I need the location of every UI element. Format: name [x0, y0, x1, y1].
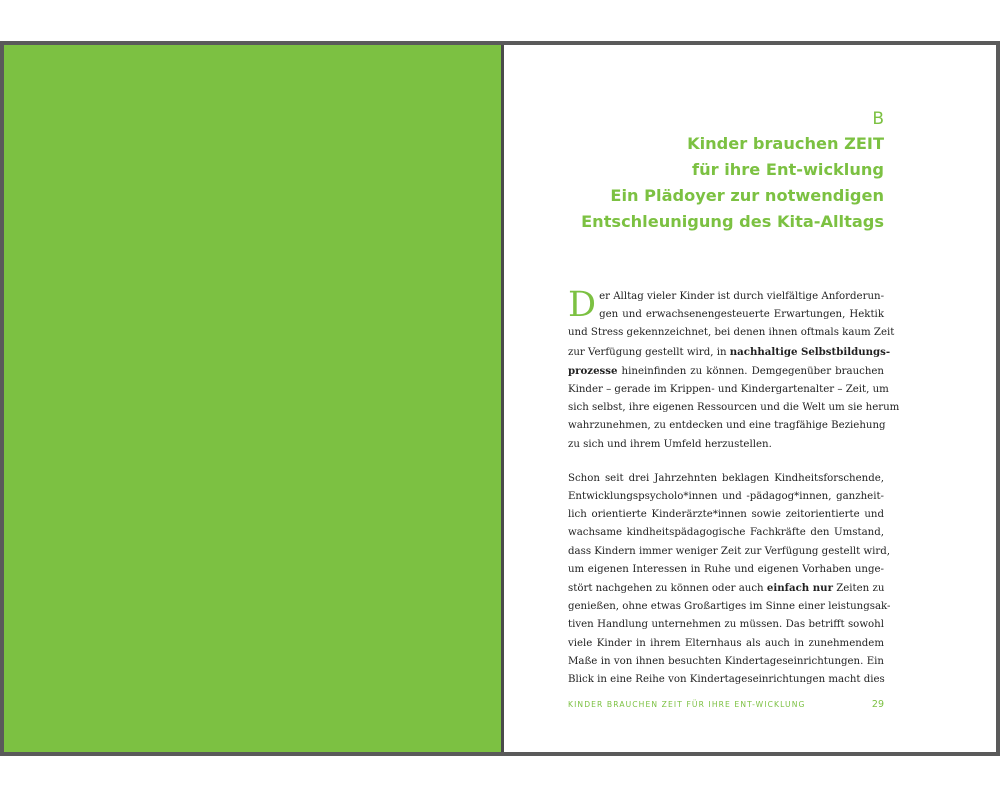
text-line: dass Kindern immer weniger Zeit zur Verfügung gestellt wird, [568, 545, 891, 557]
text-line: und Stress gekennzeichnet, bei denen ihnen oftmals kaum Zeit [568, 327, 895, 339]
page-number: 29 [871, 699, 884, 710]
text-segment: stört nachgehen zu können oder auch [568, 583, 767, 595]
text-segment: hineinfinden zu können. Demgegenüber brauchen [617, 365, 884, 377]
chapter-title [464, 131, 884, 235]
chapter-title-line: Kinder brauchen ZEIT [687, 134, 884, 153]
chapter-letter: B [872, 109, 884, 129]
chapter-title-line: Ein Plädoyer zur notwendigen [610, 186, 884, 205]
text-line: wachsame kindheitspädagogische Fachkräfte den Umstand, [568, 527, 884, 539]
body-text [568, 285, 900, 689]
bold-phrase: nachhaltige Selbstbildungs- [729, 345, 891, 358]
text-line: lich orientierte Kinderärzte*innen sowie zeitorientierte und [568, 509, 884, 521]
text-line: um eigenen Interessen in Ruhe und eigenen Vorhaben unge- [568, 563, 884, 575]
text-line: Maße in von ihnen besuchten Kindertageseinrichtungen. Ein [568, 655, 884, 667]
text-segment: Zeiten zu [832, 583, 885, 595]
text-line: er Alltag vieler Kinder ist durch vielfältige Anforderun- [599, 291, 885, 302]
text-line [568, 343, 891, 362]
text-segment: zur Verfügung gestellt wird, in [568, 346, 730, 358]
text-line [568, 579, 884, 598]
text-line: viele Kinder in ihrem Elternhaus als auch in zunehmendem [568, 637, 884, 649]
text-line: tiven Handlung unternehmen zu müssen. Das betrifft sowohl [568, 619, 884, 631]
running-head: KINDER BRAUCHEN ZEIT FÜR IHRE ENT-WICKLUNG [568, 700, 806, 709]
text-line: Entwicklungspsycholo*innen und -pädagog*innen, ganzheit- [568, 491, 884, 503]
paragraph-2 [568, 470, 891, 689]
left-page-green [4, 45, 501, 752]
chapter-title-line: für ihre Ent-wicklung [692, 160, 884, 179]
bold-phrase: prozesse [568, 364, 618, 377]
text-line: zu sich und ihrem Umfeld herzustellen. [568, 438, 772, 450]
drop-cap: D [568, 285, 597, 325]
right-page [504, 45, 996, 752]
text-line: wahrzunehmen, zu entdecken und eine tragfähige Beziehung [568, 420, 886, 432]
text-line: Kinder – gerade im Krippen- und Kindergartenalter – Zeit, um [568, 384, 889, 396]
text-line: Schon seit drei Jahrzehnten beklagen Kindheitsforschende, [568, 472, 884, 484]
text-line: gen und erwachsenengesteuerte Erwartungen, Hektik [599, 309, 884, 321]
text-line: sich selbst, ihre eigenen Ressourcen und die Welt um sie herum [568, 402, 900, 414]
chapter-title-line: Entschleunigung des Kita-Alltags [581, 212, 884, 231]
page-footer [568, 700, 884, 710]
paragraph-1 [568, 285, 900, 454]
bold-phrase: einfach nur [766, 582, 833, 595]
text-line: Blick in eine Reihe von Kindertageseinrichtungen macht dies [568, 674, 885, 686]
text-line [568, 362, 884, 381]
text-line: genießen, ohne etwas Großartiges im Sinne einer leistungsak- [568, 601, 891, 613]
